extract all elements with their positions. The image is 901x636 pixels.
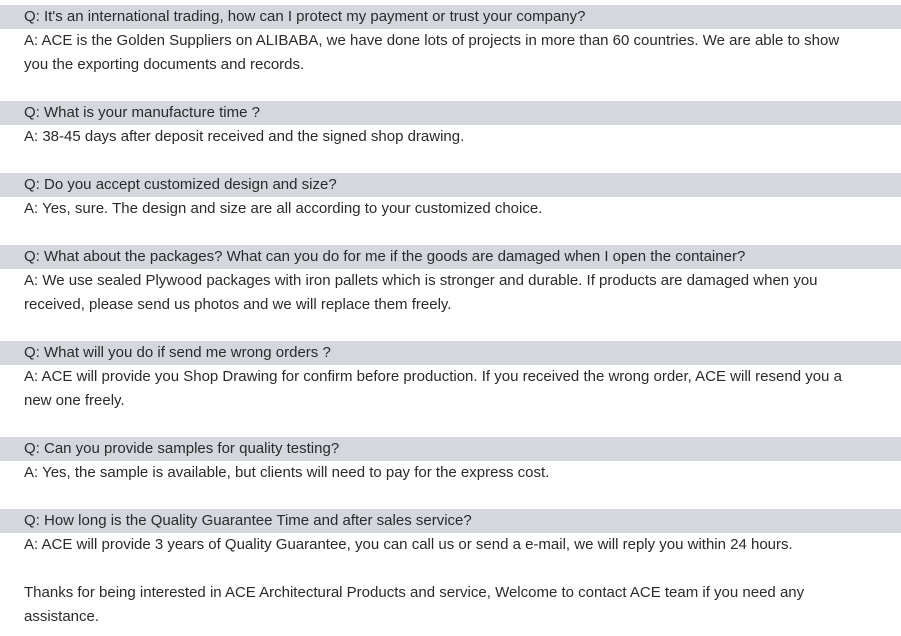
faq-question: Q: What about the packages? What can you do for me if the goods are damaged when I open the container?	[0, 245, 901, 269]
faq-answer: A: Yes, sure. The design and size are all according to your customized choice.	[24, 200, 543, 217]
faq-answer: A: We use sealed Plywood packages with iron pallets which is stronger and durable. If products are damaged when you received, please send us photos and we will replace them freely.	[24, 272, 818, 313]
faq-item	[0, 101, 901, 149]
faq-question: Q: What will you do if send me wrong orders ?	[0, 341, 901, 365]
faq-question: Q: Can you provide samples for quality testing?	[0, 437, 901, 461]
faq-answer: A: ACE is the Golden Suppliers on ALIBABA, we have done lots of projects in more than 60 countries. We are able to show you the exporting documents and records.	[24, 32, 840, 73]
faq-item	[0, 437, 901, 485]
faq-item	[0, 245, 901, 317]
faq-question: Q: It's an international trading, how can I protect my payment or trust your company?	[0, 5, 901, 29]
faq-answer: A: 38-45 days after deposit received and the signed shop drawing.	[24, 128, 465, 145]
faq-answer: A: ACE will provide you Shop Drawing for confirm before production. If you received the wrong order, ACE will resend you a new one freely.	[24, 368, 842, 409]
faq-item	[0, 341, 901, 413]
faq-item	[0, 173, 901, 221]
faq-answer: A: Yes, the sample is available, but clients will need to pay for the express cost.	[24, 464, 550, 481]
closing-message: Thanks for being interested in ACE Architectural Products and service, Welcome to contact ACE team if you need any assistance.	[24, 584, 805, 625]
faq-question: Q: How long is the Quality Guarantee Time and after sales service?	[0, 509, 901, 533]
faq-item	[0, 5, 901, 77]
faq-item	[0, 509, 901, 557]
faq-question: Q: Do you accept customized design and size?	[0, 173, 901, 197]
faq-answer: A: ACE will provide 3 years of Quality Guarantee, you can call us or send a e-mail, we will reply you within 24 hours.	[24, 536, 793, 553]
faq-question: Q: What is your manufacture time ?	[0, 101, 901, 125]
